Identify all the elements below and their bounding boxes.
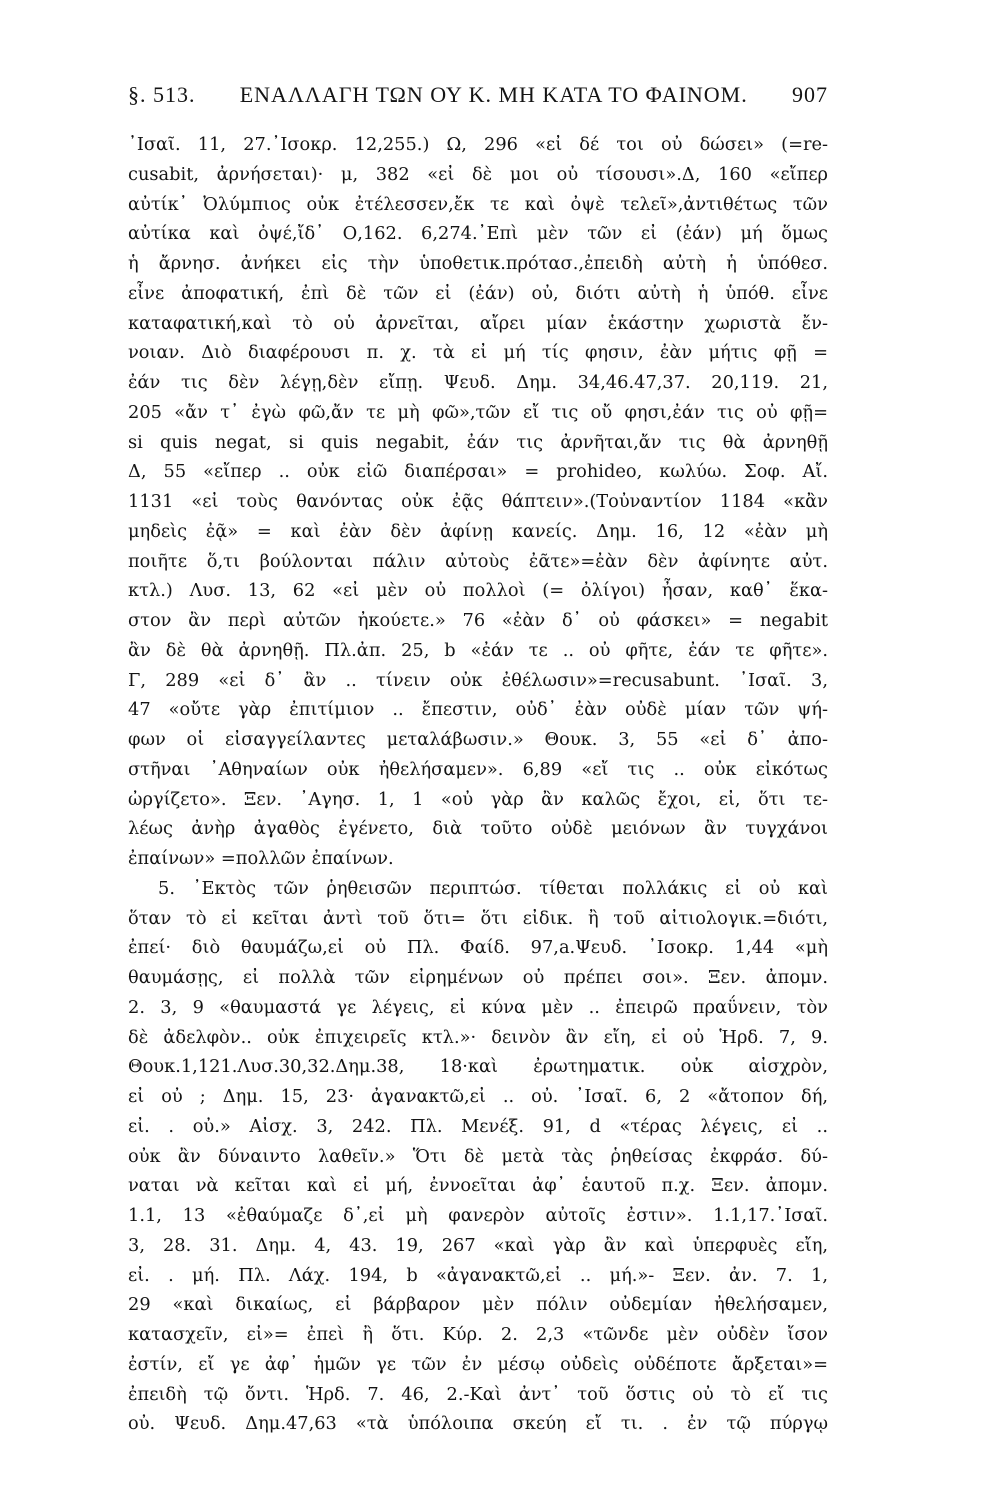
paragraph-end-line: ἐπαίνων» =πολλῶν ἐπαίνων. bbox=[128, 848, 394, 869]
text-line: στον ἂν περὶ αὐτῶν ἠκούετε.» 76 «ἐὰν δ᾿ οὐ φάσκει» = negabit bbox=[128, 610, 828, 631]
section-number: §. 513. bbox=[128, 82, 196, 107]
text-line: ὅταν τὸ εἰ κεῖται ἀντὶ τοῦ ὅτι= ὅτι εἰδικ. ἢ τοῦ αἰτιολογικ.=διότι, bbox=[128, 907, 828, 929]
text-line: αὐτίκα καὶ ὀψέ,ἴδ᾿ Ο,162. 6,274.᾿Επὶ μὲν τῶν εἰ (ἐάν) μή ὅμως bbox=[128, 223, 828, 245]
paragraph-start-line: 5. ᾿Εκτὸς τῶν ῥηθεισῶν περιπτώσ. τίθεται πολλάκις εἰ οὐ καὶ bbox=[158, 877, 828, 899]
text-line: ναται νὰ κεῖται καὶ εἰ μή, ἐννοεῖται ἀφ᾿ ἑαυτοῦ π.χ. Ξεν. ἀπομν. bbox=[128, 1175, 828, 1197]
text-line: 205 «ἄν τ᾿ ἐγὼ φῶ,ἄν τε μὴ φῶ»,τῶν εἴ τις οὔ φησι,ἐάν τις οὐ φῇ= bbox=[128, 401, 828, 423]
text-line: Δ, 55 «εἴπερ .. οὐκ εἰῶ διαπέρσαι» = prohideo, κωλύω. Σοφ. Αἴ. bbox=[128, 461, 828, 483]
text-line: 29 «καὶ δικαίως, εἰ βάρβαρον μὲν πόλιν οὐδεμίαν ἠθελήσαμεν, bbox=[128, 1294, 828, 1316]
text-line: ἂν δὲ θὰ ἀρνηθῇ. Πλ.ἀπ. 25, b «ἐάν τε .. οὐ φῆτε, ἐάν τε φῆτε». bbox=[128, 639, 828, 661]
text-line: ἐστίν, εἴ γε ἀφ᾿ ἡμῶν γε τῶν ἐν μέσῳ οὐδεὶς οὐδέποτε ἄρξεται»= bbox=[128, 1353, 828, 1375]
text-line: οὐκ ἂν δύναιντο λαθεῖν.» Ὅτι δὲ μετὰ τὰς ῥηθείσας ἐκφράσ. δύ- bbox=[128, 1145, 828, 1167]
text-line: κτλ.) Λυσ. 13, 62 «εἰ μὲν οὐ πολλοὶ (= ὀλίγοι) ἦσαν, καθ᾿ ἕκα- bbox=[128, 580, 828, 602]
text-line: στῆναι ᾿Αθηναίων οὐκ ἠθελήσαμεν». 6,89 «εἴ τις .. οὐκ εἰκότως bbox=[128, 758, 828, 780]
text-line: 1131 «εἰ τοὺς θανόντας οὐκ ἐᾷς θάπτειν».(Τοὐναντίον 1184 «κἂν bbox=[128, 491, 828, 512]
book-page bbox=[128, 82, 828, 1439]
text-line: εἰ οὐ ; Δημ. 15, 23· ἀγανακτῶ,εἰ .. οὐ. ᾿Ισαῖ. 6, 2 «ἄτοπον δή, bbox=[128, 1086, 828, 1107]
text-line: Θουκ.1,121.Λυσ.30,32.Δημ.38, 18·καὶ ἐρωτηματικ. οὐκ αἰσχρὸν, bbox=[128, 1056, 828, 1078]
text-line: δὲ ἀδελφὸν.. οὐκ ἐπιχειρεῖς κτλ.»· δεινὸν ἂν εἴη, εἰ οὐ Ἡρδ. 7, 9. bbox=[128, 1026, 828, 1048]
text-line: ὠργίζετο». Ξεν. ᾿Αγησ. 1, 1 «οὐ γὰρ ἂν καλῶς ἔχοι, εἰ, ὅτι τε- bbox=[128, 788, 828, 810]
running-title: ΕΝΑΛΛΑΓΗ ΤΩΝ ΟΥ Κ. ΜΗ ΚΑΤΑ ΤΟ ΦΑΙΝΟΜ. bbox=[239, 82, 748, 107]
text-line: εἶνε ἀποφατική, ἐπὶ δὲ τῶν εἰ (ἐάν) οὐ, διότι αὐτὴ ἡ ὑπόθ. εἶνε bbox=[128, 282, 828, 304]
text-line: ἡ ἄρνησ. ἀνήκει εἰς τὴν ὑποθετικ.πρότασ.,ἐπειδὴ αὐτὴ ἡ ὑπόθεσ. bbox=[128, 253, 828, 274]
text-line: ποιῆτε ὅ,τι βούλονται πάλιν αὐτοὺς ἐᾶτε»=ἐὰν δὲν ἀφίνητε αὐτ. bbox=[128, 550, 828, 572]
body-text bbox=[128, 130, 828, 1439]
page-number: 907 bbox=[792, 82, 828, 107]
text-line: Γ, 289 «εἰ δ᾿ ἂν .. τίνειν οὐκ ἐθέλωσιν»=recusabunt. ᾿Ισαῖ. 3, bbox=[128, 669, 828, 691]
text-line: 47 «οὔτε γὰρ ἐπιτίμιον .. ἔπεστιν, οὐδ᾿ ἐὰν οὐδὲ μίαν τῶν ψή- bbox=[128, 699, 828, 721]
text-line: θαυμάσῃς, εἰ πολλὰ τῶν εἰρημένων οὐ πρέπει σοι». Ξεν. ἀπομν. bbox=[128, 967, 828, 988]
text-line: ἐάν τις δὲν λέγῃ,δὲν εἴπῃ. Ψευδ. Δημ. 34,46.47,37. 20,119. 21, bbox=[128, 372, 828, 393]
text-line: 1.1, 13 «ἐθαύμαζε δ᾿,εἰ μὴ φανερὸν αὐτοῖς ἐστιν». 1.1,17.᾿Ισαῖ. bbox=[128, 1205, 828, 1226]
text-line: ἐπεί· διὸ θαυμάζω,εἰ οὐ Πλ. Φαίδ. 97,a.Ψευδ. ᾿Ισοκρ. 1,44 «μὴ bbox=[128, 937, 828, 959]
text-line: λέως ἀνὴρ ἀγαθὸς ἐγένετο, διὰ τοῦτο οὐδὲ μειόνων ἂν τυγχάνοι bbox=[128, 818, 828, 840]
text-line: ἐπειδὴ τῷ ὄντι. Ἡρδ. 7. 46, 2.-Καὶ ἀντ᾿ τοῦ ὅστις οὐ τὸ εἴ τις bbox=[128, 1383, 828, 1405]
text-line: νοιαν. Διὸ διαφέρουσι π. χ. τὰ εἰ μή τίς φησιν, ἐὰν μήτις φῇ = bbox=[128, 342, 828, 364]
text-line: ᾿Ισαῖ. 11, 27.᾿Ισοκρ. 12,255.) Ω, 296 «εἰ δέ τοι οὐ δώσει» (=re- bbox=[128, 134, 828, 155]
text-line: οὐ. Ψευδ. Δημ.47,63 «τὰ ὑπόλοιπα σκεύη εἴ τι. . ἐν τῷ πύργῳ bbox=[128, 1413, 828, 1435]
text-line: καταφατική,καὶ τὸ οὐ ἀρνεῖται, αἴρει μίαν ἑκάστην χωριστὰ ἔν- bbox=[128, 312, 828, 334]
text-line: 3, 28. 31. Δημ. 4, 43. 19, 267 «καὶ γὰρ ἂν καὶ ὑπερφυὲς εἴη, bbox=[128, 1234, 828, 1256]
text-line: κατασχεῖν, εἰ»= ἐπεὶ ἢ ὅτι. Κύρ. 2. 2,3 «τῶνδε μὲν οὐδὲν ἴσον bbox=[128, 1324, 828, 1345]
text-line: φων οἱ εἰσαγγείλαντες μεταλάβωσιν.» Θουκ. 3, 55 «εἰ δ᾿ ἀπο- bbox=[128, 729, 828, 750]
running-head bbox=[128, 82, 828, 122]
text-line: si quis negat, si quis negabit, ἐάν τις ἀρνῆται,ἄν τις θὰ ἀρνηθῇ bbox=[128, 431, 828, 453]
text-line: μηδεὶς ἐᾷ» = καὶ ἐὰν δὲν ἀφίνῃ κανείς. Δημ. 16, 12 «ἐὰν μὴ bbox=[128, 520, 828, 542]
text-line: cusabit, ἀρνήσεται)· μ, 382 «εἰ δὲ μοι οὐ τίσουσι».Δ, 160 «εἴπερ bbox=[128, 163, 828, 185]
text-line: εἰ. . οὐ.» Αἰσχ. 3, 242. Πλ. Μενέξ. 91, d «τέρας λέγεις, εἰ .. bbox=[128, 1115, 828, 1137]
text-line: αὐτίκ᾿ Ὀλύμπιος οὐκ ἐτέλεσσεν,ἔκ τε καὶ ὀψὲ τελεῖ»,ἀντιθέτως τῶν bbox=[128, 193, 828, 215]
text-line: εἰ. . μή. Πλ. Λάχ. 194, b «ἀγανακτῶ,εἰ .. μή.»- Ξεν. ἀν. 7. 1, bbox=[128, 1264, 828, 1286]
text-line: 2. 3, 9 «θαυμαστά γε λέγεις, εἰ κύνα μὲν .. ἐπειρῶ πραΰνειν, τὸν bbox=[128, 996, 828, 1018]
